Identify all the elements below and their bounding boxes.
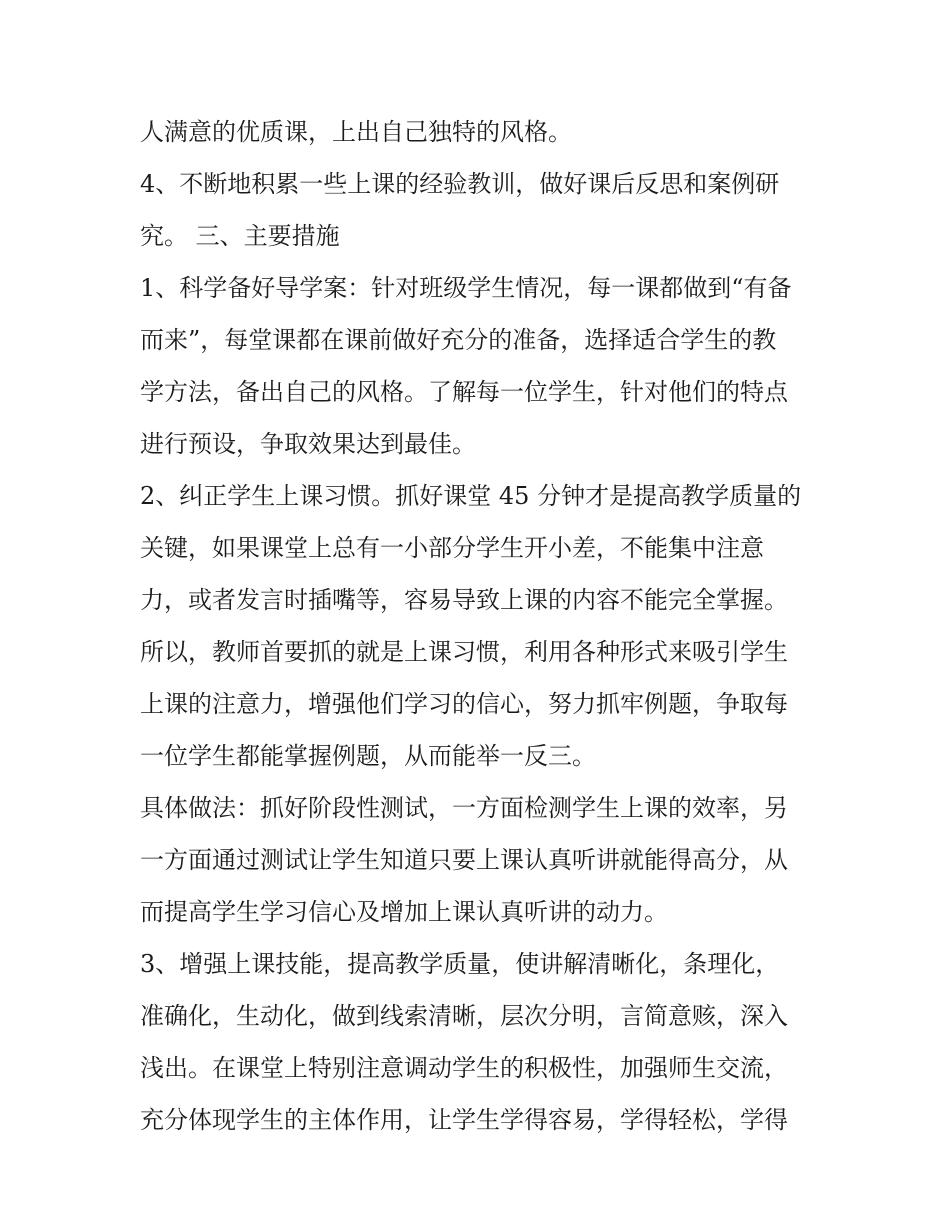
text-line: 上课的注意力，增强他们学习的信心，努力抓牢例题，争取每 <box>140 690 788 718</box>
text-line: 所以，教师首要抓的就是上课习惯，利用各种形式来吸引学生 <box>140 638 788 666</box>
text-line: 进行预设，争取效果达到最佳。 <box>140 430 476 458</box>
text-line: 4、不断地积累一些上课的经验教训，做好课后反思和案例研 <box>140 170 780 198</box>
text-line: 一位学生都能掌握例题，从而能举一反三。 <box>140 742 596 770</box>
text-line: 具体做法：抓好阶段性测试，一方面检测学生上课的效率，另 <box>140 794 788 822</box>
text-line: 2、纠正学生上课习惯。抓好课堂 45 分钟才是提高教学质量的 <box>140 482 802 510</box>
text-line: 而提高学生学习信心及增加上课认真听讲的动力。 <box>140 898 668 926</box>
text-line: 浅出。在课堂上特别注意调动学生的积极性，加强师生交流， <box>140 1054 788 1082</box>
text-line: 3、增强上课技能，提高教学质量，使讲解清晰化，条理化， <box>140 950 780 978</box>
text-line: 1、科学备好导学案：针对班级学生情况，每一课都做到“有备 <box>140 274 792 302</box>
text-line: 准确化，生动化，做到线索清晰，层次分明，言简意赅，深入 <box>140 1002 788 1030</box>
text-line: 究。 三、主要措施 <box>140 222 340 250</box>
text-line: 学方法，备出自己的风格。了解每一位学生，针对他们的特点 <box>140 378 788 406</box>
text-line: 关键，如果课堂上总有一小部分学生开小差，不能集中注意 <box>140 534 764 562</box>
body-text <box>140 106 820 1146</box>
text-line: 力，或者发言时插嘴等，容易导致上课的内容不能完全掌握。 <box>140 586 788 614</box>
text-line: 充分体现学生的主体作用，让学生学得容易，学得轻松，学得 <box>140 1106 788 1134</box>
text-line: 一方面通过测试让学生知道只要上课认真听讲就能得高分，从 <box>140 846 788 874</box>
text-line: 人满意的优质课，上出自己独特的风格。 <box>140 118 572 146</box>
text-line: 而来”，每堂课都在课前做好充分的准备，选择适合学生的教 <box>140 326 777 354</box>
